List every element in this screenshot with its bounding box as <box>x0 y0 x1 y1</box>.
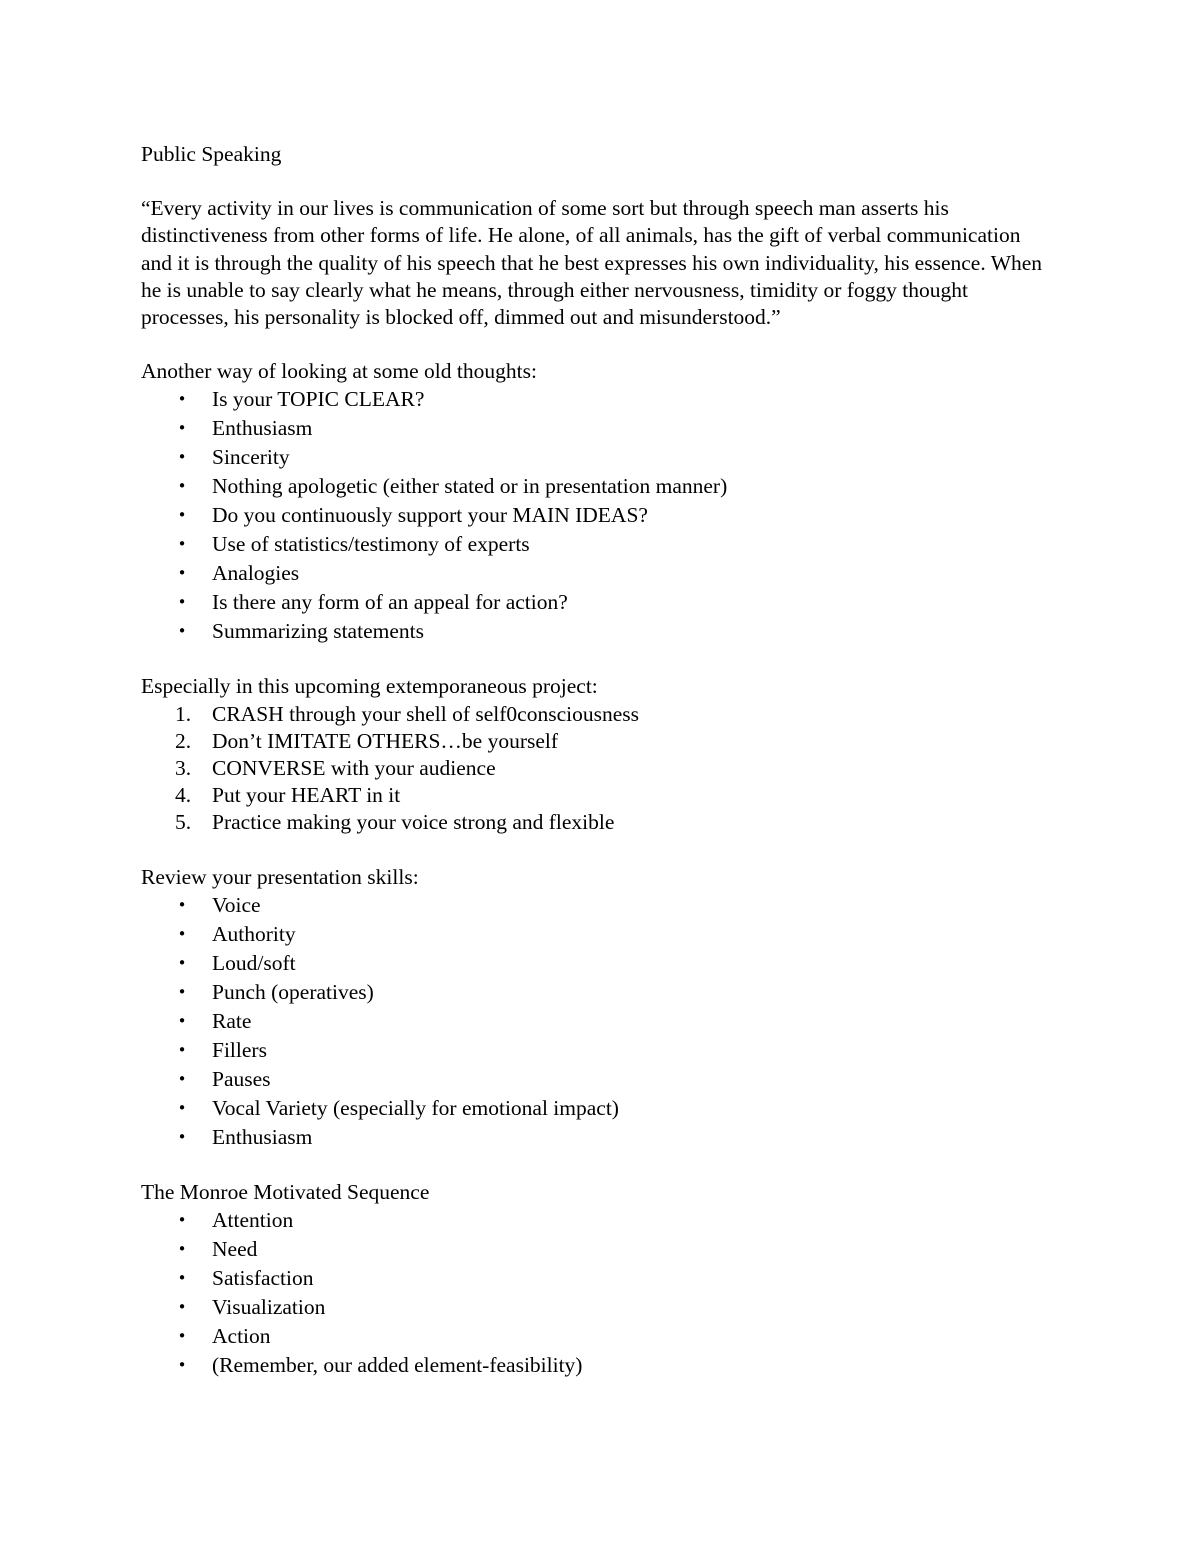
bullet-icon: • <box>177 622 187 641</box>
section-heading-old-thoughts: Another way of looking at some old thoughts: <box>141 359 537 384</box>
section-heading-monroe-sequence: The Monroe Motivated Sequence <box>141 1179 430 1204</box>
list-item-text: Authority <box>212 921 296 946</box>
list-item-text: Need <box>212 1236 258 1261</box>
list-item <box>141 1036 1061 1065</box>
bullet-icon: • <box>177 924 187 943</box>
list-item <box>141 1235 1061 1264</box>
bullet-icon: • <box>177 477 187 496</box>
list-item-text: Pauses <box>212 1066 271 1091</box>
bullet-icon: • <box>177 448 187 467</box>
list-item-text: Satisfaction <box>212 1265 314 1290</box>
list-item <box>141 385 1061 414</box>
list-item-text: Do you continuously support your MAIN IDEAS? <box>212 503 648 528</box>
document-page <box>141 141 1061 1407</box>
bullet-icon: • <box>177 535 187 554</box>
bullet-icon: • <box>177 1011 187 1030</box>
list-item <box>141 617 1061 646</box>
list-item <box>141 1293 1061 1322</box>
list-item-text: Practice making your voice strong and flexible <box>212 810 615 835</box>
bullet-icon: • <box>177 506 187 525</box>
bullet-icon: • <box>177 1040 187 1059</box>
list-item-text: Enthusiasm <box>212 416 313 441</box>
list-item <box>141 1206 1061 1235</box>
list-item-text: Use of statistics/testimony of experts <box>212 532 530 557</box>
list-item <box>141 530 1061 559</box>
list-item <box>141 728 1061 755</box>
list-item <box>141 755 1061 782</box>
list-item <box>141 443 1061 472</box>
list-item <box>141 1065 1061 1094</box>
bullet-icon: • <box>177 1239 187 1258</box>
list-item <box>141 891 1061 920</box>
bullet-icon: • <box>177 564 187 583</box>
old-thoughts-list <box>141 385 1061 646</box>
bullet-icon: • <box>177 1069 187 1088</box>
bullet-icon: • <box>177 895 187 914</box>
list-item <box>141 588 1061 617</box>
bullet-icon: • <box>177 1098 187 1117</box>
list-item <box>141 949 1061 978</box>
list-item <box>141 1264 1061 1293</box>
list-item-text: CRASH through your shell of self0consciousness <box>212 701 639 726</box>
list-item-text: Nothing apologetic (either stated or in presentation manner) <box>212 474 728 499</box>
bullet-icon: • <box>177 593 187 612</box>
bullet-icon: • <box>177 982 187 1001</box>
list-item <box>141 414 1061 443</box>
list-item-text: Voice <box>212 892 261 917</box>
bullet-icon: • <box>177 390 187 409</box>
list-number: 4. <box>175 783 192 808</box>
bullet-icon: • <box>177 1355 187 1374</box>
bullet-icon: • <box>177 1127 187 1146</box>
list-item <box>141 701 1061 728</box>
list-item-text: Punch (operatives) <box>212 979 374 1004</box>
list-item-text: Summarizing statements <box>212 619 424 644</box>
list-item-text: Vocal Variety (especially for emotional impact) <box>212 1095 619 1120</box>
list-item <box>141 782 1061 809</box>
list-item <box>141 559 1061 588</box>
list-item-text: Enthusiasm <box>212 1124 313 1149</box>
list-item-text: Visualization <box>212 1294 326 1319</box>
list-item <box>141 501 1061 530</box>
list-item <box>141 809 1061 836</box>
section-heading-presentation-skills: Review your presentation skills: <box>141 864 419 889</box>
list-item <box>141 472 1061 501</box>
bullet-icon: • <box>177 1210 187 1229</box>
list-item-text: Is your TOPIC CLEAR? <box>212 387 425 412</box>
list-item-text: Is there any form of an appeal for action? <box>212 590 568 615</box>
list-item <box>141 1123 1061 1152</box>
extemporaneous-list <box>141 701 1061 837</box>
list-number: 2. <box>175 728 192 753</box>
list-item <box>141 1322 1061 1351</box>
list-item <box>141 978 1061 1007</box>
list-item <box>141 920 1061 949</box>
list-item <box>141 1007 1061 1036</box>
list-item-text: Analogies <box>212 561 300 586</box>
list-item <box>141 1351 1061 1380</box>
document-title: Public Speaking <box>141 142 282 166</box>
list-item-text: Loud/soft <box>212 950 296 975</box>
list-item-text: Action <box>212 1323 271 1348</box>
monroe-sequence-list <box>141 1206 1061 1380</box>
list-number: 1. <box>175 701 192 726</box>
list-item-text: Sincerity <box>212 445 290 470</box>
list-number: 3. <box>175 756 192 780</box>
list-item-text: CONVERSE with your audience <box>212 756 496 780</box>
list-item-text: Attention <box>212 1207 294 1232</box>
section-heading-extemporaneous: Especially in this upcoming extemporaneous project: <box>141 674 598 699</box>
list-item <box>141 1094 1061 1123</box>
list-item-text: Rate <box>212 1008 252 1033</box>
bullet-icon: • <box>177 1326 187 1345</box>
bullet-icon: • <box>177 1268 187 1287</box>
bullet-icon: • <box>177 419 187 438</box>
bullet-icon: • <box>177 953 187 972</box>
bullet-icon: • <box>177 1297 187 1316</box>
list-item-text: Don’t IMITATE OTHERS…be yourself <box>212 728 559 753</box>
list-number: 5. <box>175 810 192 835</box>
list-item-text: (Remember, our added element-feasibility) <box>212 1352 583 1377</box>
list-item-text: Put your HEART in it <box>212 783 401 808</box>
presentation-skills-list <box>141 891 1061 1152</box>
list-item-text: Fillers <box>212 1037 267 1062</box>
opening-quote: “Every activity in our lives is communication of some sort but through speech man asserts his distinctiveness from other forms of life. He alone, of all animals, has the gift of verbal communication and it is through the quality of his speech that he best expresses his own individuality, his essence. When he is unable to say clearly what he means, through either nervousness, timidity or foggy thought processes, his personality is blocked off, dimmed out and misunderstood.” <box>141 196 1043 330</box>
